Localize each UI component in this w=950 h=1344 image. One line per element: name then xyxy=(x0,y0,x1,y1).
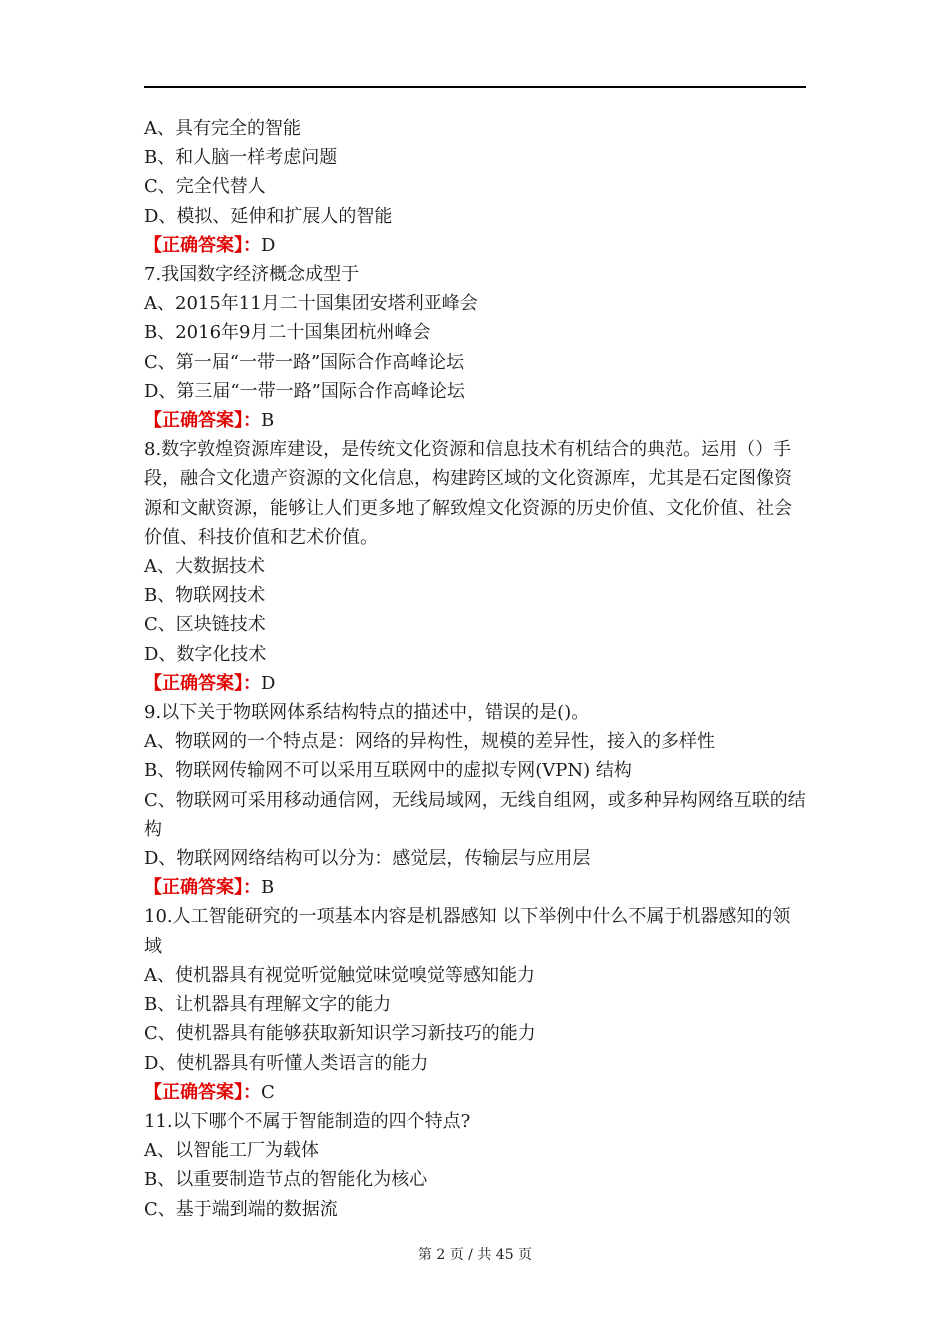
answer-option: A、以智能工厂为载体 xyxy=(144,1140,319,1162)
answer-value: B xyxy=(261,877,275,899)
answer-option: A、使机器具有视觉听觉触觉味觉嗅觉等感知能力 xyxy=(144,964,535,986)
question-stem: 9.以下关于物联网体系结构特点的描述中，错误的是()。 xyxy=(144,702,590,724)
answer-option: A、具有完全的智能 xyxy=(144,118,301,139)
answer-option: A、2015年11月二十国集团安塔利亚峰会 xyxy=(144,293,478,315)
answer-option: C、完全代替人 xyxy=(144,176,266,198)
answer-option: D、模拟、延伸和扩展人的智能 xyxy=(144,205,393,227)
answer-label: 【正确答案】： xyxy=(144,1081,261,1103)
answer-value: D xyxy=(261,234,276,256)
correct-answer xyxy=(144,873,806,902)
answer-value: D xyxy=(261,672,276,694)
answer-option: C、物联网可采用移动通信网，无线局域网，无线自组网，或多种异构网络互联的结构 xyxy=(144,789,806,840)
answer-option: B、物联网技术 xyxy=(144,585,266,607)
answer-option: C、第一届“一带一路”国际合作高峰论坛 xyxy=(144,351,465,373)
answer-option: D、使机器具有听懂人类语言的能力 xyxy=(144,1052,429,1074)
page-number: 第 2 页 / 共 45 页 xyxy=(417,1247,533,1263)
answer-option: C、区块链技术 xyxy=(144,614,266,636)
correct-answer xyxy=(144,406,806,435)
header-rule xyxy=(144,86,806,88)
question-stem: 11.以下哪个不属于智能制造的四个特点? xyxy=(144,1110,471,1132)
question-stem: 10.人工智能研究的一项基本内容是机器感知 以下举例中什么不属于机器感知的领域 xyxy=(144,906,791,957)
answer-option: D、第三届“一带一路”国际合作高峰论坛 xyxy=(144,380,465,402)
answer-option: B、物联网传输网不可以采用互联网中的虚拟专网(VPN) 结构 xyxy=(144,760,632,782)
answer-option: D、数字化技术 xyxy=(144,643,267,665)
correct-answer xyxy=(144,1078,806,1107)
answer-label: 【正确答案】： xyxy=(144,234,261,256)
answer-option: D、物联网网络结构可以分为：感觉层，传输层与应用层 xyxy=(144,848,591,870)
document-body xyxy=(144,114,806,1224)
answer-value: C xyxy=(261,1081,275,1103)
answer-option: B、以重要制造节点的智能化为核心 xyxy=(144,1169,428,1191)
correct-answer xyxy=(144,231,806,260)
answer-option: C、基于端到端的数据流 xyxy=(144,1198,338,1220)
correct-answer xyxy=(144,669,806,698)
answer-value: B xyxy=(261,410,275,432)
question-stem: 7.我国数字经济概念成型于 xyxy=(144,264,360,286)
answer-label: 【正确答案】： xyxy=(144,410,261,432)
answer-option: B、和人脑一样考虑问题 xyxy=(144,147,338,169)
answer-option: C、使机器具有能够获取新知识学习新技巧的能力 xyxy=(144,1023,536,1045)
answer-option: A、物联网的一个特点是：网络的异构性，规模的差异性，接入的多样性 xyxy=(144,731,715,753)
answer-label: 【正确答案】： xyxy=(144,672,261,694)
answer-option: B、2016年9月二十国集团杭州峰会 xyxy=(144,322,431,344)
question-stem: 8.数字敦煌资源库建设，是传统文化资源和信息技术有机结合的典范。运用（）手段，融合文化遗产资源的文化信息，构建跨区域的文化资源库，尤其是石定图像资源和文献资源，能够让人们更多地了解致煌文化资源的历史价值、文化价值、社会价值、科技价值和艺术价值。 xyxy=(144,439,792,548)
answer-label: 【正确答案】： xyxy=(144,877,261,899)
answer-option: B、让机器具有理解文字的能力 xyxy=(144,994,392,1016)
answer-option: A、大数据技术 xyxy=(144,556,265,578)
